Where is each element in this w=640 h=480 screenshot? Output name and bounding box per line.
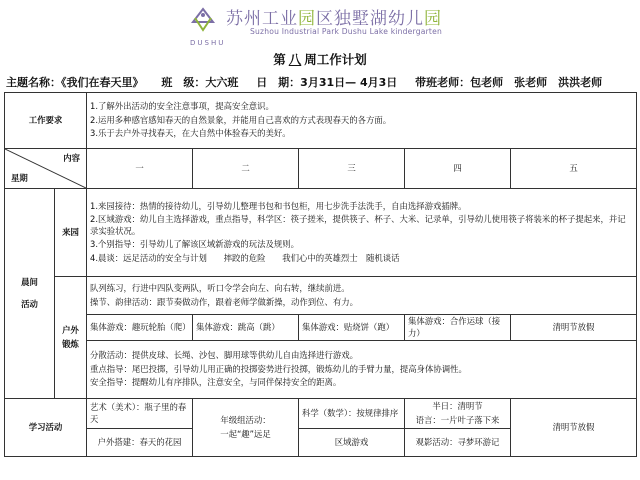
group-games-row: [5, 315, 637, 341]
learning-mon-bottom: 户外搭建：春天的花园: [87, 429, 193, 457]
work-req-item: 3.乐于去户外寻找春天，在大自然中体验春天的美好。: [90, 128, 291, 139]
arrival-item: 4.晨谈：远足活动的安全与计划 摔跤的危险 我们心中的英雄烈士 随机谈话: [90, 252, 400, 263]
header-corner-cell: [5, 149, 87, 189]
learning-fri: 清明节放假: [511, 399, 637, 457]
learning-activity-label: 学习活动: [5, 399, 87, 457]
arrival-row: [5, 189, 637, 277]
outdoor-top-row: [5, 277, 637, 315]
header-content-label: 内容: [63, 153, 80, 163]
weekday-header-row: [5, 149, 637, 189]
group-game-thu: 集体游戏：合作运球（接力）: [405, 315, 511, 341]
group-game-wed: 集体游戏：贴烧饼（跑）: [299, 315, 405, 341]
outdoor-item: 操节、韵律活动：跟节奏做动作，跟着老师学做新操，动作到位、有力。: [90, 296, 358, 307]
learning-thu-bottom: 观影活动：寻梦环游记: [405, 429, 511, 457]
learning-wed-top: 科学（数学）：按规律排序: [299, 399, 405, 429]
arrival-item: 3.个别指导：引导幼儿了解该区域新游戏的玩法及规则。: [90, 239, 299, 250]
learning-mon-top: 艺术（美术）：瓶子里的春天: [87, 399, 193, 429]
day-header: 五: [511, 149, 637, 189]
work-req-item: 1.了解外出活动的安全注意事项，提高安全意识。: [90, 101, 274, 112]
group-game-fri: 清明节放假: [511, 315, 637, 341]
learning-top-row: [5, 399, 637, 429]
day-header: 二: [193, 149, 299, 189]
teachers: 带班老师：包老师 张老师 洪洪老师: [415, 76, 603, 89]
work-req-item: 2.运用多种感官感知春天的自然景象，并能用自己喜欢的方式表现春天的各方面。: [90, 114, 392, 125]
outdoor-top-content: [87, 277, 637, 315]
work-req-label: 工作要求: [5, 93, 87, 149]
page-title: 第 八 周工作计划: [273, 52, 367, 67]
week-number: 八: [288, 52, 302, 67]
outdoor-item: 队列练习，行进中四队变两队，听口令学会向左、向右转，继续前进。: [90, 283, 350, 294]
outdoor-item: 分散活动：提供皮球、长绳、沙包、脚用球等供幼儿自由选择进行游戏。: [90, 350, 358, 361]
outdoor-item: 重点指导：尾巴投掷，引导幼儿用正确的投掷姿势进行投掷，锻炼幼儿的手臂力量，提高身体协调性。: [90, 363, 467, 374]
day-header: 一: [87, 149, 193, 189]
class-name: 班 级：大六班: [161, 76, 239, 89]
outdoor-bottom-content: [87, 341, 637, 399]
day-header: 四: [405, 149, 511, 189]
learning-thu-top: 半日：清明节 语言：一片叶子落下来: [405, 399, 511, 429]
arrival-label: 来园: [55, 189, 87, 277]
weekly-plan-table: [4, 92, 637, 457]
work-requirements-row: [5, 93, 637, 149]
learning-tue: 年级组活动： 一起“趣”远足: [193, 399, 299, 457]
day-header: 三: [299, 149, 405, 189]
arrival-item: 2.区域游戏：幼儿自主选择游戏，重点指导，科学区：筷子搓米，提供筷子、杯子、大米、记录单，引导幼儿使用筷子将装米的杯子提起来，并记录实验状况。: [90, 214, 626, 236]
work-req-content: [87, 93, 637, 149]
morning-activity-label: 晨间 活动: [5, 189, 55, 399]
outdoor-bottom-row: [5, 341, 637, 399]
group-game-tue: 集体游戏：跳高（跳）: [193, 315, 299, 341]
outdoor-item: 安全指导：提醒幼儿有序排队，注意安全，与同伴保持安全的距离。: [90, 377, 342, 388]
group-game-mon: 集体游戏：趣玩轮胎（爬）: [87, 315, 193, 341]
logo-chinese-name: 苏州工业园区独墅湖幼儿园: [226, 9, 442, 29]
kindergarten-logo-icon: [183, 6, 223, 42]
learning-wed-bottom: 区域游戏: [299, 429, 405, 457]
logo-english-name: Suzhou Industrial Park Dushu Lake kindergarten: [250, 27, 442, 36]
arrival-content: [87, 189, 637, 277]
plan-meta: [6, 74, 640, 90]
theme-name: 主题名称：《我们在春天里》: [6, 76, 144, 89]
header: [0, 0, 640, 50]
header-week-label: 星期: [11, 172, 28, 183]
date-range: 日 期：3月31日— 4月3日: [256, 76, 398, 89]
outdoor-exercise-label: 户外 锻炼: [55, 277, 87, 399]
logo-mark-text: DUSHU: [190, 39, 226, 47]
arrival-item: 1.来园接待：热情的接待幼儿，引导幼儿整理书包和书包柜，用七步洗手法洗手，自由选择游戏插牌。: [90, 201, 467, 212]
